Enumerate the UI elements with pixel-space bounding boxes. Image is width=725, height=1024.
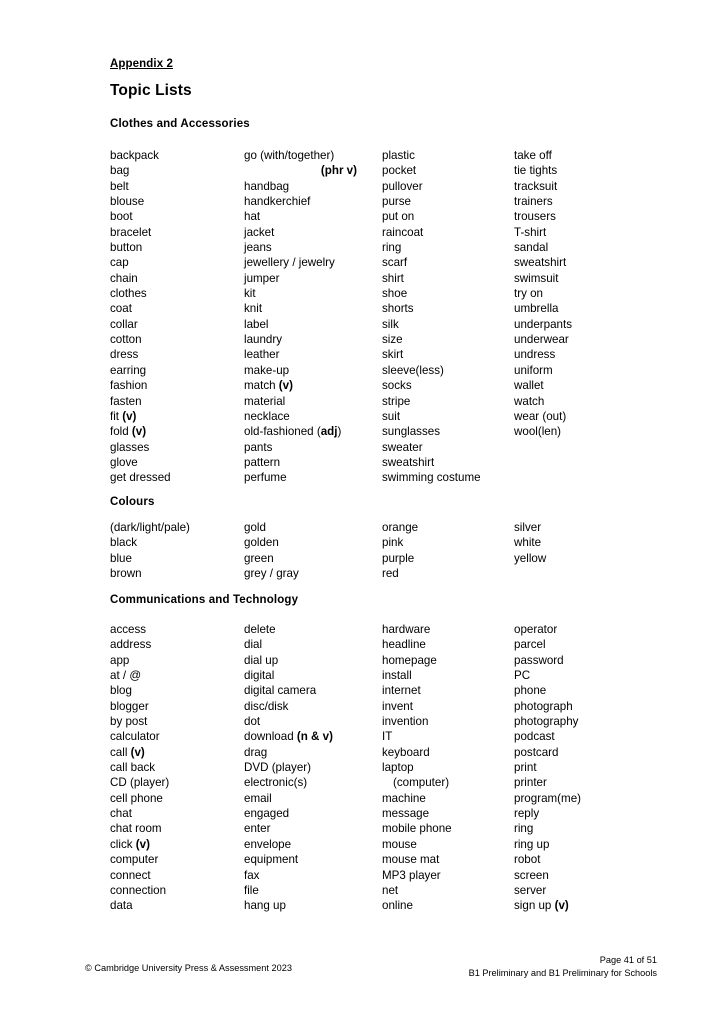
word-entry: jewellery / jewelry xyxy=(244,256,335,270)
word-entry: stripe xyxy=(382,394,411,408)
word-entry: chat room xyxy=(110,822,162,836)
section-heading: Clothes and Accessories xyxy=(110,118,250,130)
word-column xyxy=(110,148,171,486)
word-entry: collar xyxy=(110,317,138,331)
word-entry: screen xyxy=(514,868,549,882)
word-entry: kit xyxy=(244,287,256,301)
word-entry: connect xyxy=(110,868,151,882)
word-entry: laptop xyxy=(382,761,414,775)
word-entry: backpack xyxy=(110,149,159,162)
word-column xyxy=(514,520,546,566)
word-entry: postcard xyxy=(514,745,559,759)
word-entry: pocket xyxy=(382,164,417,178)
word-entry: sandal xyxy=(514,241,549,255)
word-entry: chain xyxy=(110,271,138,285)
word-entry: reply xyxy=(514,807,540,821)
word-entry: jacket xyxy=(244,225,275,239)
word-entry: material xyxy=(244,394,286,408)
word-entry: password xyxy=(514,653,564,667)
word-entry: boot xyxy=(110,210,133,224)
word-entry: label xyxy=(244,317,269,331)
word-entry: hat xyxy=(244,210,261,224)
word-entry: fit (v) xyxy=(110,409,137,423)
word-entry: ring xyxy=(382,241,402,255)
word-entry: bag xyxy=(110,164,130,178)
word-entry: address xyxy=(110,638,152,652)
word-entry: earring xyxy=(110,363,147,377)
word-entry: black xyxy=(110,536,138,550)
word-column xyxy=(244,520,299,581)
word-entry: green xyxy=(244,551,274,565)
word-entry: raincoat xyxy=(382,225,424,239)
word-entry: underwear xyxy=(514,333,569,347)
word-entry: sweater xyxy=(382,440,423,454)
word-entry: tracksuit xyxy=(514,179,558,193)
word-entry: grey / gray xyxy=(244,567,299,581)
word-entry: PC xyxy=(514,669,531,683)
word-entry: umbrella xyxy=(514,302,559,316)
word-entry: orange xyxy=(382,521,419,534)
word-entry: pullover xyxy=(382,179,423,193)
word-entry: red xyxy=(382,567,399,581)
word-entry: email xyxy=(244,791,272,805)
word-entry: delete xyxy=(244,623,276,636)
word-entry: go (with/together) xyxy=(244,149,335,162)
word-entry: digital camera xyxy=(244,684,317,698)
word-entry: server xyxy=(514,883,547,897)
word-entry: cap xyxy=(110,256,129,270)
word-entry: yellow xyxy=(514,551,547,565)
word-entry: socks xyxy=(382,379,412,393)
word-entry: machine xyxy=(382,791,426,805)
word-entry: silk xyxy=(382,317,399,331)
word-entry: app xyxy=(110,653,130,667)
word-entry: file xyxy=(244,883,259,897)
word-entry: homepage xyxy=(382,653,437,667)
word-entry: photography xyxy=(514,715,579,729)
word-entry: sign up (v) xyxy=(514,899,569,913)
word-entry: gold xyxy=(244,521,266,534)
word-entry: keyboard xyxy=(382,745,430,759)
word-column xyxy=(110,520,190,581)
word-entry: take off xyxy=(514,149,552,162)
footer-exam-name: B1 Preliminary and B1 Preliminary for Schools xyxy=(468,968,657,978)
word-entry: handkerchief xyxy=(244,195,311,209)
page-title: Topic Lists xyxy=(110,82,192,99)
word-entry: plastic xyxy=(382,149,415,162)
word-entry: message xyxy=(382,807,430,821)
word-entry: necklace xyxy=(244,409,290,423)
word-entry: by post xyxy=(110,715,148,729)
word-entry: wallet xyxy=(514,379,544,393)
word-entry: swimming costume xyxy=(382,471,481,485)
word-entry: cotton xyxy=(110,333,142,347)
word-entry: mobile phone xyxy=(382,822,452,836)
word-entry: wool(len) xyxy=(514,425,562,439)
word-entry: DVD (player) xyxy=(244,761,311,775)
word-entry: purple xyxy=(382,551,415,565)
word-entry: put on xyxy=(382,210,415,224)
word-entry: download (n & v) xyxy=(244,730,333,744)
word-column xyxy=(110,622,169,914)
word-entry: data xyxy=(110,899,133,913)
word-entry: photograph xyxy=(514,699,573,713)
word-entry: belt xyxy=(110,179,129,193)
word-entry: install xyxy=(382,669,412,683)
word-entry: CD (player) xyxy=(110,776,170,790)
section-heading: Communications and Technology xyxy=(110,594,299,606)
word-entry: size xyxy=(382,333,403,347)
word-entry: calculator xyxy=(110,730,160,744)
word-entry: suit xyxy=(382,409,401,423)
word-column xyxy=(514,622,581,914)
word-entry: blue xyxy=(110,551,132,565)
word-column xyxy=(382,520,418,581)
word-entry: ring xyxy=(514,822,534,836)
word-entry: T-shirt xyxy=(514,225,547,239)
word-entry: mouse mat xyxy=(382,853,440,867)
word-entry: fax xyxy=(244,868,260,882)
word-entry: drag xyxy=(244,745,268,759)
word-entry: knit xyxy=(244,302,263,316)
word-entry: cell phone xyxy=(110,791,163,805)
footer-meta xyxy=(469,954,657,980)
word-entry: printer xyxy=(514,776,547,790)
word-entry: shorts xyxy=(382,302,414,316)
word-entry: pants xyxy=(244,440,273,454)
word-entry: sweatshirt xyxy=(514,256,567,270)
word-entry: sunglasses xyxy=(382,425,441,439)
word-entry: purse xyxy=(382,195,412,209)
word-entry: envelope xyxy=(244,837,292,851)
word-entry: hardware xyxy=(382,623,431,636)
word-entry: electronic(s) xyxy=(244,776,308,790)
word-entry: call (v) xyxy=(110,745,145,759)
word-entry: scarf xyxy=(382,256,408,270)
word-entry: pink xyxy=(382,536,404,550)
word-entry: at / @ xyxy=(110,669,142,683)
word-column xyxy=(244,622,333,914)
word-entry: hang up xyxy=(244,899,286,913)
word-entry: uniform xyxy=(514,363,553,377)
word-entry: make-up xyxy=(244,363,290,377)
word-entry: silver xyxy=(514,521,542,534)
word-entry: engaged xyxy=(244,807,290,821)
word-entry: operator xyxy=(514,623,558,636)
word-entry: watch xyxy=(514,394,545,408)
word-entry: click (v) xyxy=(110,837,150,851)
word-entry: leather xyxy=(244,348,280,362)
word-entry: (dark/light/pale) xyxy=(110,521,190,534)
word-entry: access xyxy=(110,623,147,636)
word-entry: headline xyxy=(382,638,426,652)
word-entry: enter xyxy=(244,822,271,836)
word-entry: glove xyxy=(110,455,138,469)
word-entry: fashion xyxy=(110,379,148,393)
word-entry: disc/disk xyxy=(244,699,289,713)
word-entry: shoe xyxy=(382,287,408,301)
word-entry: print xyxy=(514,761,537,775)
word-entry: (phr v) xyxy=(320,164,357,178)
word-entry: program(me) xyxy=(514,791,581,805)
word-entry: blog xyxy=(110,684,132,698)
word-entry: try on xyxy=(514,287,543,301)
word-entry: undress xyxy=(514,348,556,362)
word-entry: net xyxy=(382,883,399,897)
word-entry: skirt xyxy=(382,348,404,362)
word-entry: sleeve(less) xyxy=(382,363,444,377)
word-entry: IT xyxy=(382,730,393,744)
word-entry: robot xyxy=(514,853,541,867)
word-entry: clothes xyxy=(110,287,147,301)
word-entry: button xyxy=(110,241,143,255)
word-entry: tie tights xyxy=(514,164,558,178)
word-entry: online xyxy=(382,899,413,913)
word-entry: golden xyxy=(244,536,279,550)
word-entry: jeans xyxy=(244,241,272,255)
section-heading: Colours xyxy=(110,496,155,508)
footer-page-number: Page 41 of 51 xyxy=(599,955,657,965)
word-entry: underpants xyxy=(514,317,573,331)
word-entry: invention xyxy=(382,715,429,729)
word-entry: mouse xyxy=(382,837,417,851)
word-entry: swimsuit xyxy=(514,271,559,285)
word-entry: coat xyxy=(110,302,132,316)
word-column xyxy=(244,148,357,486)
word-entry: dress xyxy=(110,348,139,362)
word-column xyxy=(382,622,452,914)
word-entry: trainers xyxy=(514,195,553,209)
word-entry: handbag xyxy=(244,179,290,193)
word-entry: equipment xyxy=(244,853,299,867)
appendix-label: Appendix 2 xyxy=(110,58,173,70)
footer-copyright: © Cambridge University Press & Assessment 2023 xyxy=(85,963,292,973)
word-entry: wear (out) xyxy=(514,409,567,423)
word-entry: laundry xyxy=(244,333,283,347)
word-entry: glasses xyxy=(110,440,150,454)
word-entry: internet xyxy=(382,684,421,698)
word-entry: (computer) xyxy=(393,776,450,790)
word-entry: computer xyxy=(110,853,159,867)
word-entry: brown xyxy=(110,567,142,581)
word-entry: connection xyxy=(110,883,167,897)
word-entry: fold (v) xyxy=(110,425,147,439)
word-entry: old-fashioned (adj) xyxy=(244,425,342,439)
word-entry: phone xyxy=(514,684,547,698)
word-entry: blouse xyxy=(110,195,145,209)
word-entry: fasten xyxy=(110,394,142,408)
word-entry: pattern xyxy=(244,455,281,469)
word-entry: blogger xyxy=(110,699,149,713)
word-entry: white xyxy=(514,536,542,550)
word-column xyxy=(382,148,481,486)
word-entry: invent xyxy=(382,699,413,713)
word-entry: perfume xyxy=(244,471,287,485)
word-entry: dot xyxy=(244,715,261,729)
word-entry: chat xyxy=(110,807,132,821)
word-entry: digital xyxy=(244,669,275,683)
word-entry: jumper xyxy=(244,271,280,285)
word-entry: bracelet xyxy=(110,225,152,239)
word-entry: podcast xyxy=(514,730,555,744)
word-entry: shirt xyxy=(382,271,404,285)
word-entry: parcel xyxy=(514,638,546,652)
word-entry: dial up xyxy=(244,653,279,667)
word-entry: match (v) xyxy=(244,379,293,393)
word-entry: MP3 player xyxy=(382,868,441,882)
word-entry: ring up xyxy=(514,837,550,851)
word-entry: get dressed xyxy=(110,471,171,485)
word-column xyxy=(514,148,572,440)
word-entry: sweatshirt xyxy=(382,455,435,469)
word-entry: call back xyxy=(110,761,156,775)
word-entry: trousers xyxy=(514,210,556,224)
word-entry: dial xyxy=(244,638,263,652)
